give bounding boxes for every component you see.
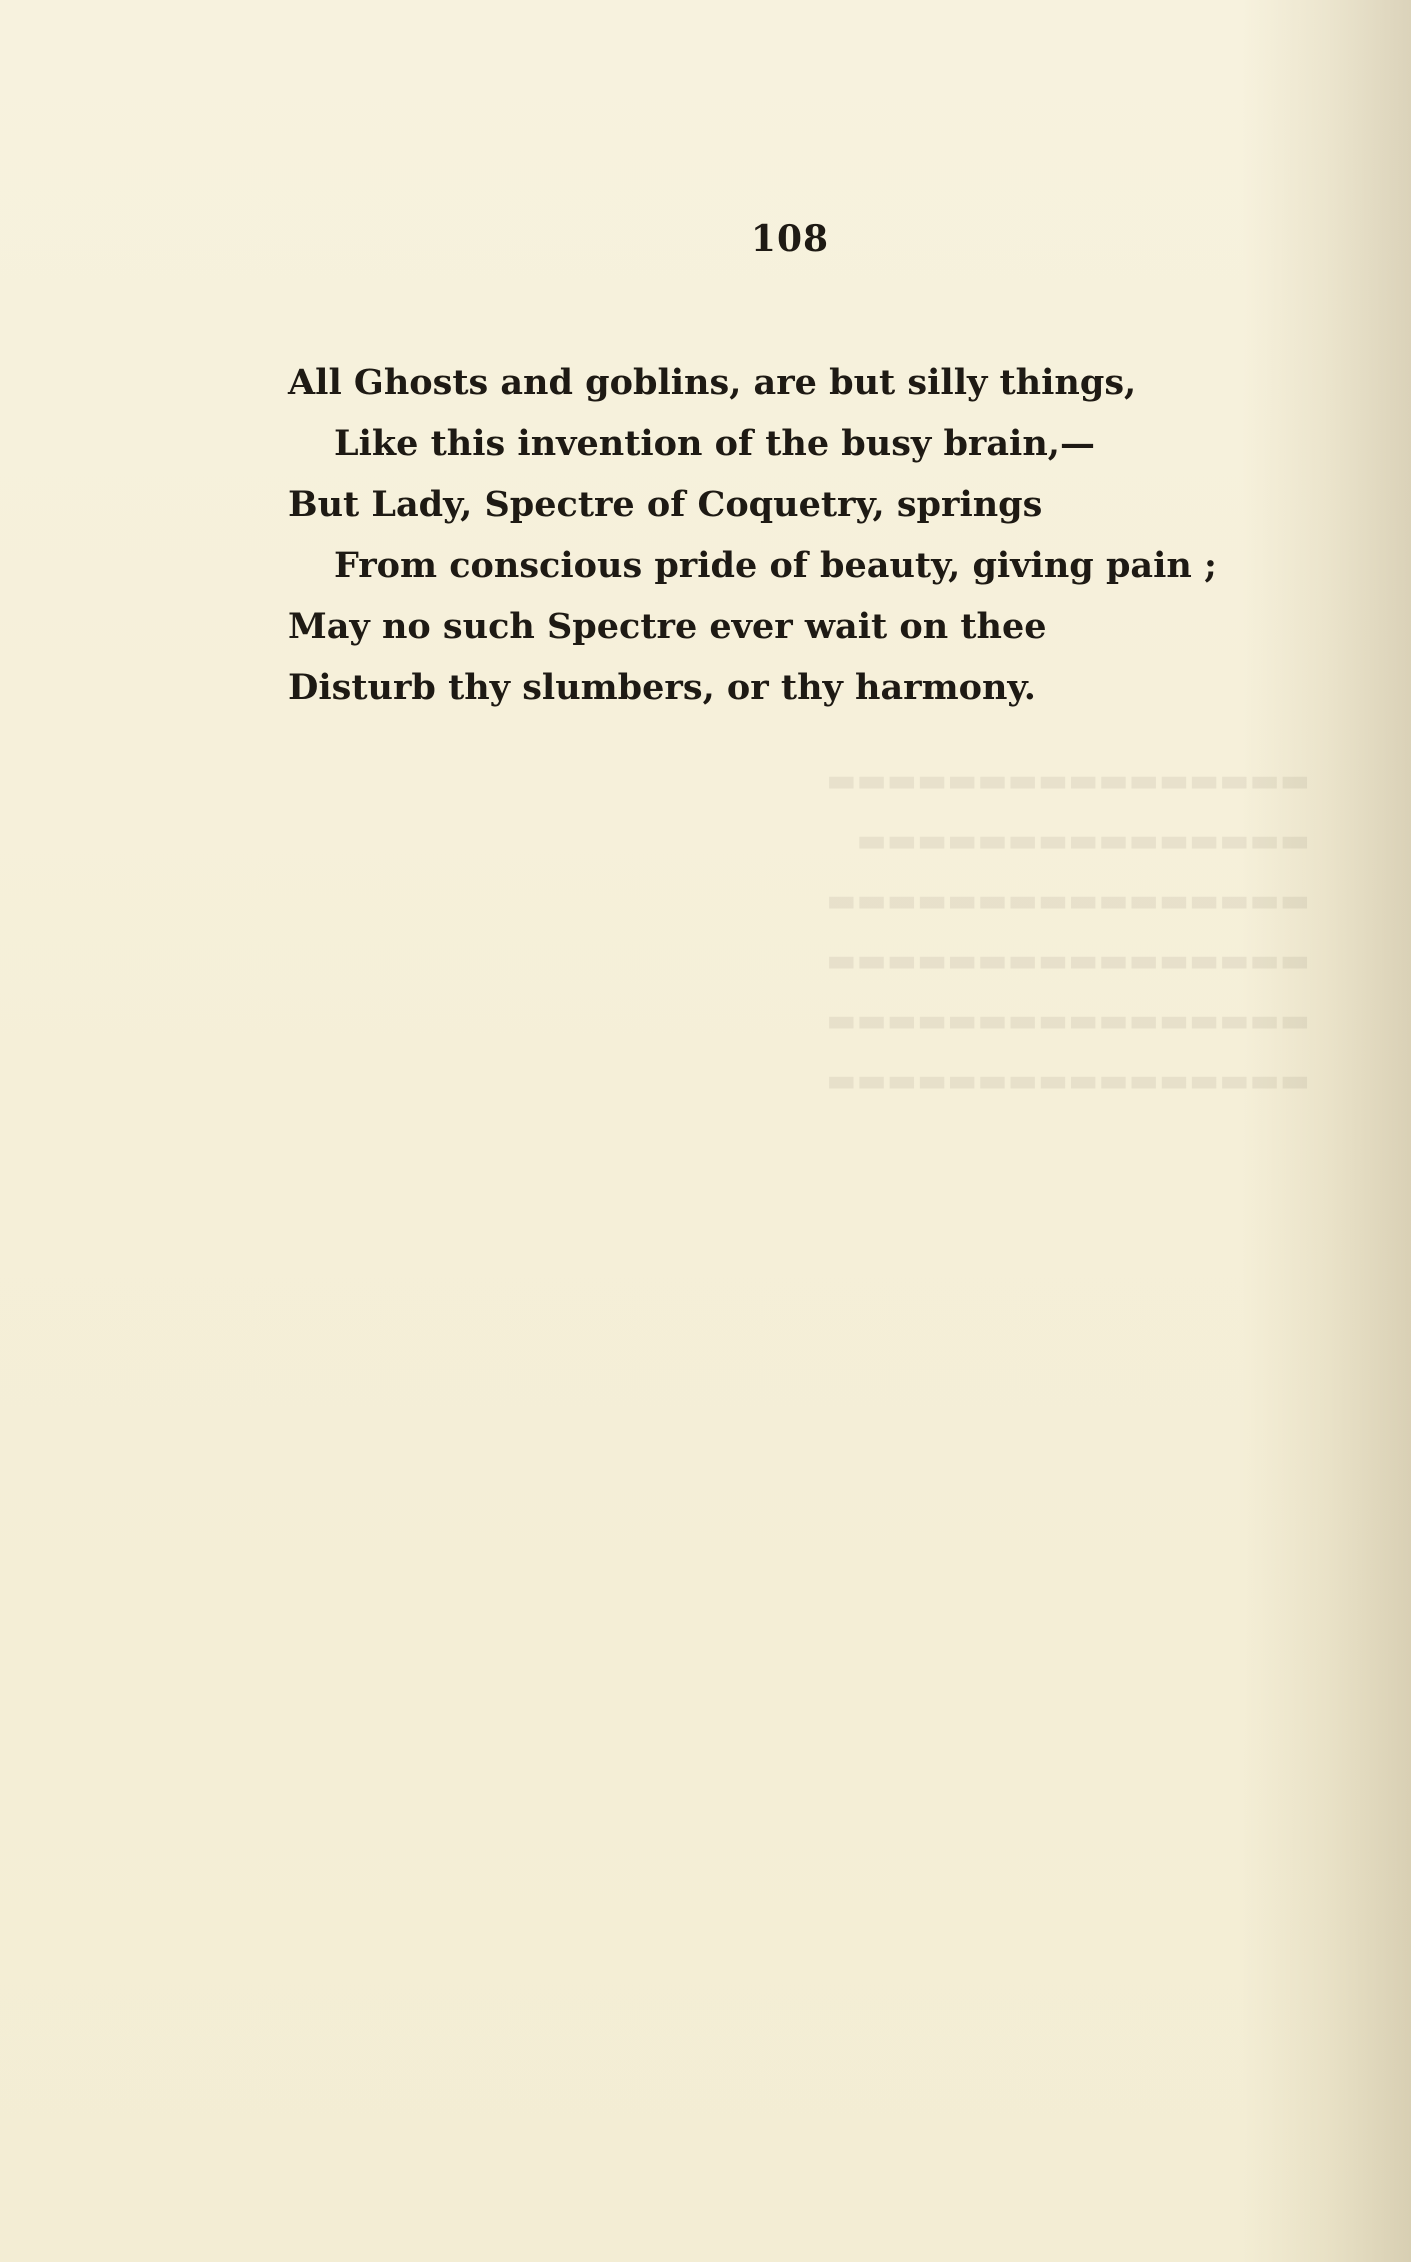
show-through-texture: ▬▬▬▬▬▬▬▬▬▬▬▬▬▬▬▬ ▬▬▬▬▬▬▬▬▬▬▬▬▬▬▬ ▬▬▬▬▬▬▬▬▬▬▬▬▬▬▬▬ ▬▬▬▬▬▬▬▬▬▬▬▬▬▬▬▬ ▬▬▬▬▬▬▬▬▬▬▬▬▬▬▬▬ ▬▬▬▬▬▬▬▬▬▬▬▬▬▬▬▬ [826,761,1310,1099]
poem-line-5: May no such Spectre ever wait on thee [288,606,1047,647]
poem-stanza [288,352,1328,718]
poem-line-6: Disturb thy slumbers, or thy harmony. [288,667,1036,708]
page-number: 108 [750,218,830,260]
poem-line-3: But Lady, Spectre of Coquetry, springs [288,484,1043,525]
poem-line-2: Like this invention of the busy brain,— [334,423,1095,464]
poem-line-1: All Ghosts and goblins, are but silly things, [288,362,1137,403]
poem-line-4: From conscious pride of beauty, giving pain ; [334,545,1217,586]
